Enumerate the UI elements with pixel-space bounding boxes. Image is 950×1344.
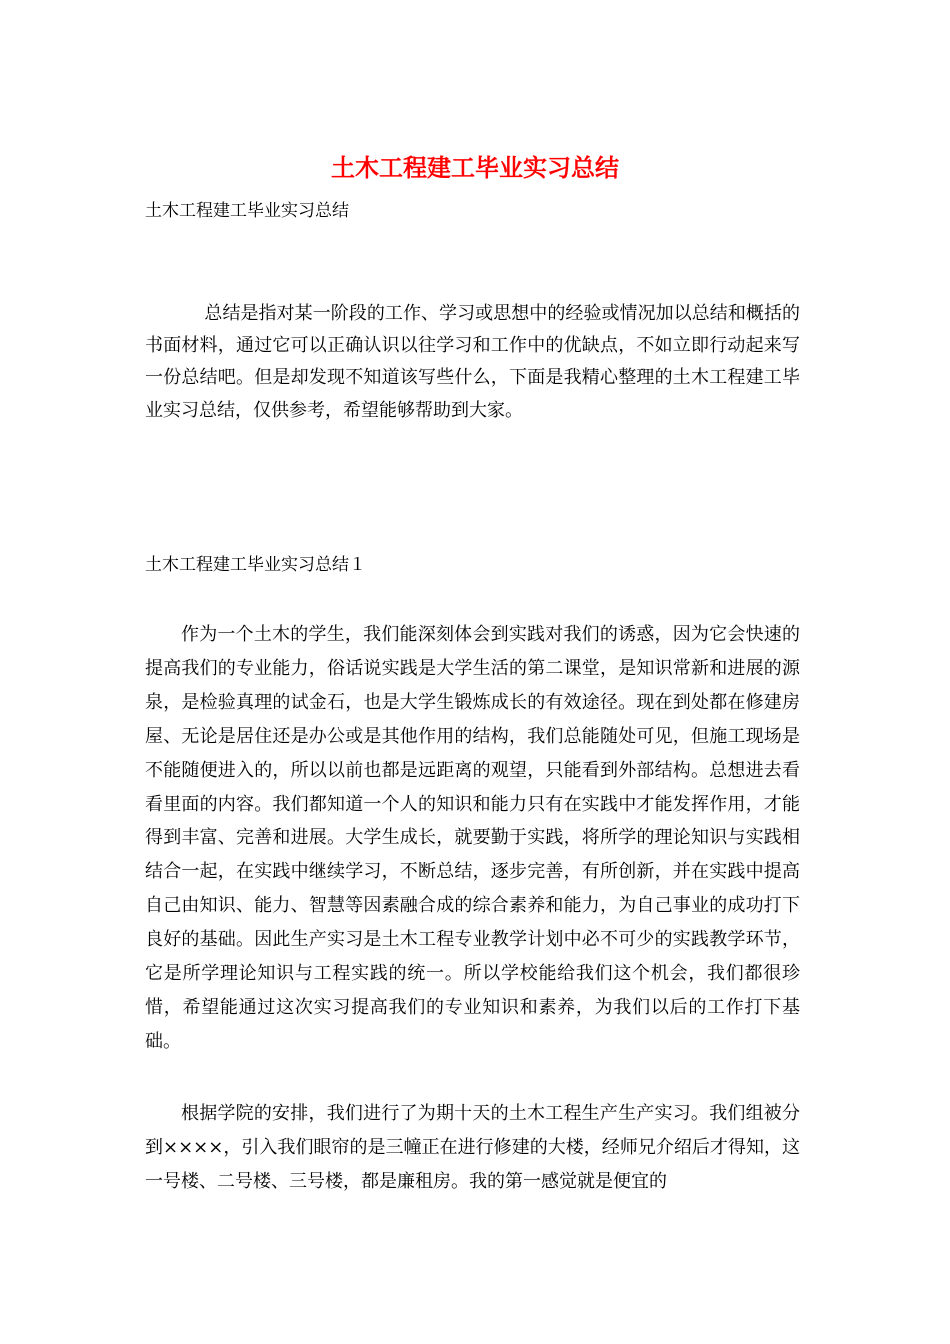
section-heading: 土木工程建工毕业实习总结１	[145, 555, 366, 575]
intro-paragraph: 总结是指对某一阶段的工作、学习或思想中的经验或情况加以总结和概括的书面材料，通过它可以正确认识以往学习和工作中的优缺点，不如立即行动起来写一份总结吧。但是却发现不知道该写些什么，下面是我精心整理的土木工程建工毕业实习总结，仅供参考，希望能够帮助到大家。	[145, 303, 800, 421]
document-title: 土木工程建工毕业实习总结	[331, 153, 619, 182]
document-subtitle: 土木工程建工毕业实习总结	[145, 201, 349, 221]
body-paragraph: 作为一个土木的学生，我们能深刻体会到实践对我们的诱惑，因为它会快速的提高我们的专业能力，俗话说实践是大学生活的第二课堂，是知识常新和进展的源泉，是检验真理的试金石，也是大学生锻炼成长的有效途径。现在到处都在修建房屋、无论是居住还是办公或是其他作用的结构，我们总能随处可见，但施工现场是不能随便进入的，所以以前也都是远距离的观望，只能看到外部结构。总想进去看看里面的内容。我们都知道一个人的知识和能力只有在实践中才能发挥作用，才能得到丰富、完善和进展。大学生成长，就要勤于实践，将所学的理论知识与实践相结合一起，在实践中继续学习，不断总结，逐步完善，有所创新，并在实践中提高自己由知识、能力、智慧等因素融合成的综合素养和能力，为自己事业的成功打下良好的基础。因此生产实习是土木工程专业教学计划中必不可少的实践教学环节，它是所学理论知识与工程实践的统一。所以学校能给我们这个机会，我们都很珍惜，希望能通过这次实习提高我们的专业知识和素养，为我们以后的工作打下基础。	[145, 624, 800, 1052]
body-paragraph: 根据学院的安排，我们进行了为期十天的土木工程生产生产实习。我们组被分到××××，引入我们眼帘的是三幢正在进行修建的大楼，经师兄介绍后才得知，这一号楼、二号楼、三号楼，都是廉租房。我的第一感觉就是便宜的	[145, 1103, 800, 1192]
